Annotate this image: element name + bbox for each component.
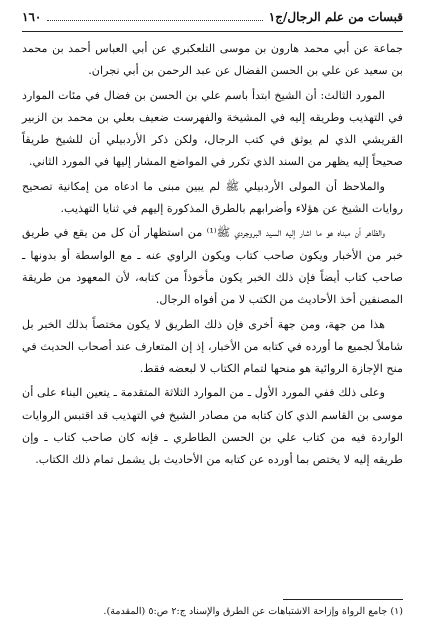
header-leader-dots [47,20,262,21]
paragraph: والظاهر أن مبناه هو ما اشار إليه السيد البروجردي ﷺ⁽¹⁾ من استظهار أن كل من يقع في طريق خبر من الأخبار ويكون صاحب كتاب ويكون الراوي عنه ـ مع الواسطة أو بدونها ـ صاحب كتاب أيضاً فإن ذلك الخبر يكون مأخوذاً من كتابه، لأن المعهود من طريقة المصنفين أخذ الأحاديث من الكتب لا من أفواه الرجال. [22,226,403,307]
page-number: ١٦٠ [22,10,42,24]
paragraph: المورد الثالث: أن الشيخ ابتدأ باسم علي بن الحسن بن فضال في مئات الموارد في التهذيب وطريقه إليه في المشيخة والفهرست ضعيف بعلي بن محمد بن الزبير القريشي الذي لم يوثق في كتب الرجال، ولكن ذكر الأردبيلي أن للشيخ طريقاً صحيحاً إليه يظهر من السند الذي تكرر في المواضع المشار إليها في المورد الثاني. [22,88,403,169]
paragraph: وعلى ذلك ففي المورد الأول ـ من الموارد الثلاثة المتقدمة ـ يتعين البناء على أن موسى بن القاسم الذي كان كتابه من مصادر الشيخ في التهذيب قد اقتبس الروايات الواردة فيه من كتاب علي بن الحسن الطاطري ـ فإنه كان صاحب كتاب ـ وإن طريقه إليه لا يختص بما أورده عن كتابه من الأحاديث بل يشمل تمام ذلك الكتاب. [22,386,403,467]
header-rule [22,31,403,32]
footnote-rule [283,599,403,600]
footnote: (١) جامع الرواة وإزاحة الاشتباهات عن الطرق والإسناد ج:٢ ص:٥ (المقدمة). [103,606,403,617]
paragraph: والملاحظ أن المولى الأردبيلي ﷺ لم يبين مبنى ما ادعاه من إمكانية تصحيح روايات الشيخ عن هؤلاء وأضرابهم بالطرق المذكورة إليهم في ثنايا التهذيب. [22,179,403,216]
body-text [22,38,403,474]
paragraph: جماعة عن أبي محمد هارون بن موسى التلعكبري عن أبي العباس أحمد بن محمد بن سعيد عن علي بن الحسن الفضال عن عبد الرحمن بن أبي نجران. [22,42,403,78]
paragraph: هذا من جهة، ومن جهة أخرى فإن ذلك الطريق لا يكون مختصاً بذلك الخبر بل شاملاً لجميع ما أورده في كتابه من الأخبار، إذ إن المتعارف عند أصحاب الحديث في منح الإجازة الروائية هو منحها لتمام الكتاب لا لبعضه فقط. [22,317,403,376]
running-title: قبسات من علم الرجال/ج١ [268,10,403,24]
running-header [22,10,403,28]
